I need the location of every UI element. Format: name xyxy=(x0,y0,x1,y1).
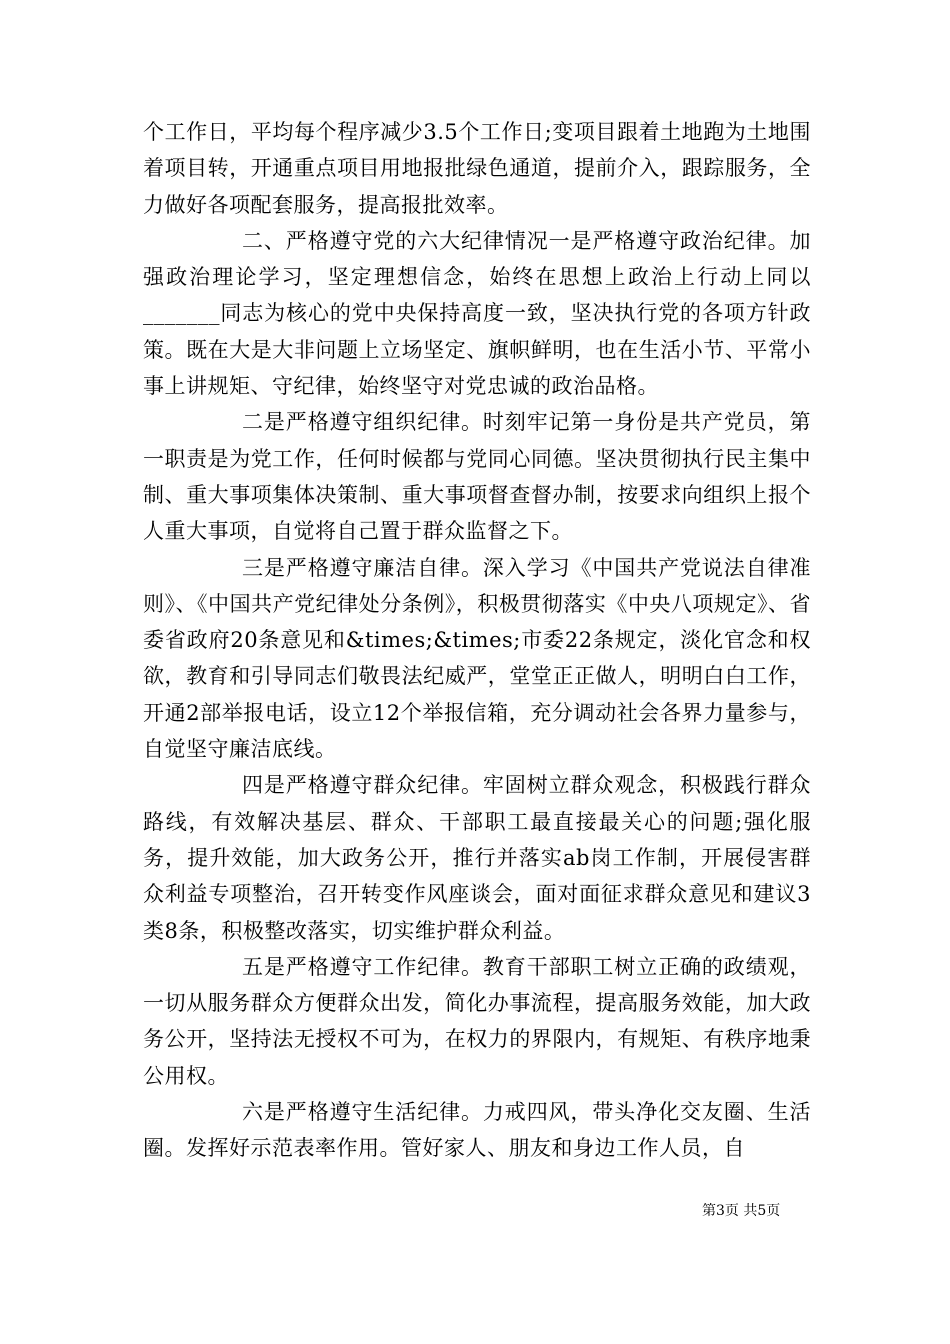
page-number-footer: 第3页 共5页 xyxy=(702,1203,781,1219)
paragraph-organizational-discipline: 二是严格遵守组织纪律。时刻牢记第一身份是共产党员，第一职责是为党工作，任何时候都与党同心同德。坚决贯彻执行民主集中制、重大事项集体决策制、重大事项督查督办制，按要求向组织上报个人重大事项，自觉将自己置于群众监督之下。 xyxy=(143,410,811,544)
paragraph-work-discipline: 五是严格遵守工作纪律。教育干部职工树立正确的政绩观，一切从服务群众方便群众出发，简化办事流程，提高服务效能，加大政务公开，坚持法无授权不可为，在权力的界限内，有规矩、有秩序地秉公用权。 xyxy=(143,954,811,1088)
paragraph-mass-discipline: 四是严格遵守群众纪律。牢固树立群众观念，积极践行群众路线，有效解决基层、群众、干部职工最直接最关心的问题;强化服务，提升效能，加大政务公开，推行并落实ab岗工作制，开展侵害群众利益专项整治，召开转变作风座谈会，面对面征求群众意见和建议3类8条，积极整改落实，切实维护群众利益。 xyxy=(143,773,811,943)
paragraph-life-discipline: 六是严格遵守生活纪律。力戒四风，带头净化交友圈、生活圈。发挥好示范表率作用。管好家人、朋友和身边工作人员，自 xyxy=(143,1100,811,1161)
paragraph-integrity-discipline: 三是严格遵守廉洁自律。深入学习《中国共产党说法自律准则》、《中国共产党纪律处分条例》，积极贯彻落实《中央八项规定》、省委省政府20条意见和&times;&times;市委22条规定，淡化官念和权欲，教育和引导同志们敬畏法纪威严，堂堂正正做人，明明白白工作，开通2部举报电话，设立12个举报信箱，充分调动社会各界力量参与，自觉坚守廉洁底线。 xyxy=(143,555,811,762)
paragraph-continuation: 个工作日，平均每个程序减少3.5个工作日;变项目跟着土地跑为土地围着项目转，开通重点项目用地报批绿色通道，提前介入，跟踪服务，全力做好各项配套服务，提高报批效率。 xyxy=(143,120,811,217)
document-body xyxy=(143,114,811,1167)
paragraph-political-discipline: 二、严格遵守党的六大纪律情况一是严格遵守政治纪律。加强政治理论学习，坚定理想信念，始终在思想上政治上行动上同以_______同志为核心的党中央保持高度一致，坚决执行党的各项方针政策。既在大是大非问题上立场坚定、旗帜鲜明，也在生活小节、平常小事上讲规矩、守纪律，始终坚守对党忠诚的政治品格。 xyxy=(143,228,811,399)
